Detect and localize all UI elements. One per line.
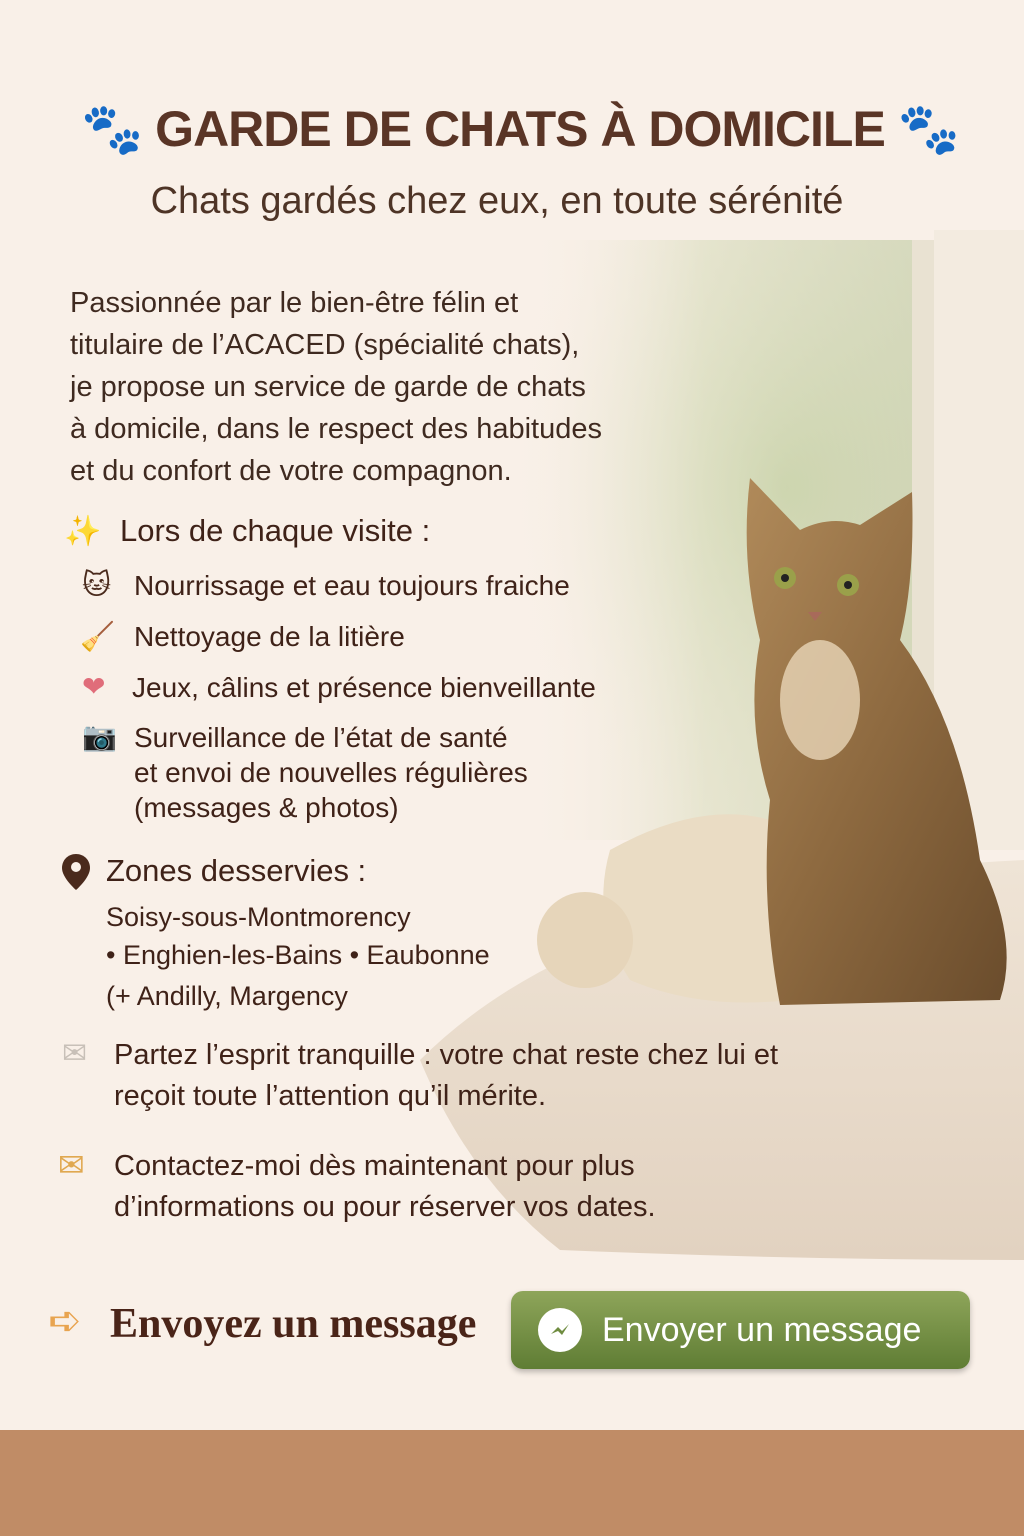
- list-item: Nourrissage et eau toujours fraiche: [134, 570, 570, 601]
- location-pin-icon: [62, 854, 90, 890]
- zone-line: (+ Andilly, Margency: [106, 981, 348, 1011]
- intro-paragraph: [70, 282, 710, 492]
- send-message-button-label: Envoyer un message: [602, 1310, 922, 1349]
- messenger-icon: [538, 1308, 582, 1352]
- zone-line: Soisy-sous-Montmorency: [106, 902, 411, 932]
- list-item-line: et envoi de nouvelles régulières: [134, 757, 528, 788]
- intro-line: et du confort de votre compagnon.: [70, 455, 512, 487]
- list-item: Jeux, câlins et présence bienveillante: [132, 672, 596, 703]
- cta-label: Envoyez un message: [110, 1301, 477, 1347]
- intro-line: je propose un service de garde de chats: [70, 371, 586, 403]
- sparkles-icon: ✨: [64, 514, 102, 549]
- litter-box-icon: 🧹: [80, 620, 115, 653]
- list-item-line: Surveillance de l’état de santé: [134, 722, 508, 753]
- contact-line: Contactez-moi dès maintenant pour plus: [114, 1150, 635, 1182]
- footer-band: [0, 1430, 1024, 1536]
- paw-icon: 🐾: [81, 101, 143, 157]
- send-message-button[interactable]: [511, 1291, 970, 1369]
- envelope-icon: ✉: [58, 1146, 85, 1184]
- zones-list: [106, 898, 490, 1015]
- intro-line: Passionnée par le bien-être félin et: [70, 287, 519, 319]
- peace-bold: Partez l’esprit tranquille: [114, 1039, 416, 1071]
- list-item-line: (messages & photos): [134, 792, 399, 823]
- peace-of-mind-text: [114, 1035, 778, 1117]
- cat-face-icon: 🐱: [82, 568, 112, 601]
- heart-icon: ❤: [82, 670, 106, 703]
- contact-line: d’informations ou pour réserver vos dates.: [114, 1191, 656, 1223]
- list-item: [134, 720, 528, 825]
- contact-text: [114, 1146, 656, 1228]
- intro-line: titulaire de l’ACACED (spécialité chats),: [70, 329, 580, 361]
- intro-line: à domicile, dans le respect des habitudes: [70, 413, 602, 445]
- camera-icon: 📷: [82, 720, 117, 753]
- peace-rest: : votre chat reste chez lui et: [415, 1039, 779, 1071]
- peace-line: reçoit toute l’attention qu’il mérite.: [114, 1080, 546, 1112]
- visit-heading: Lors de chaque visite :: [120, 513, 431, 548]
- envelope-icon: ✉: [62, 1036, 88, 1071]
- zone-line: • Enghien-les-Bains • Eaubonne: [106, 940, 490, 970]
- list-item: Nettoyage de la litière: [134, 621, 405, 652]
- subtitle: Chats gardés chez eux, en toute sérénité: [150, 180, 844, 222]
- paw-icon: 🐾: [897, 101, 959, 157]
- arrow-right-icon: ➪: [48, 1298, 82, 1344]
- page-title: 🐾 GARDE DE CHATS À DOMICILE 🐾: [81, 101, 959, 157]
- zones-heading: Zones desservies :: [106, 853, 367, 888]
